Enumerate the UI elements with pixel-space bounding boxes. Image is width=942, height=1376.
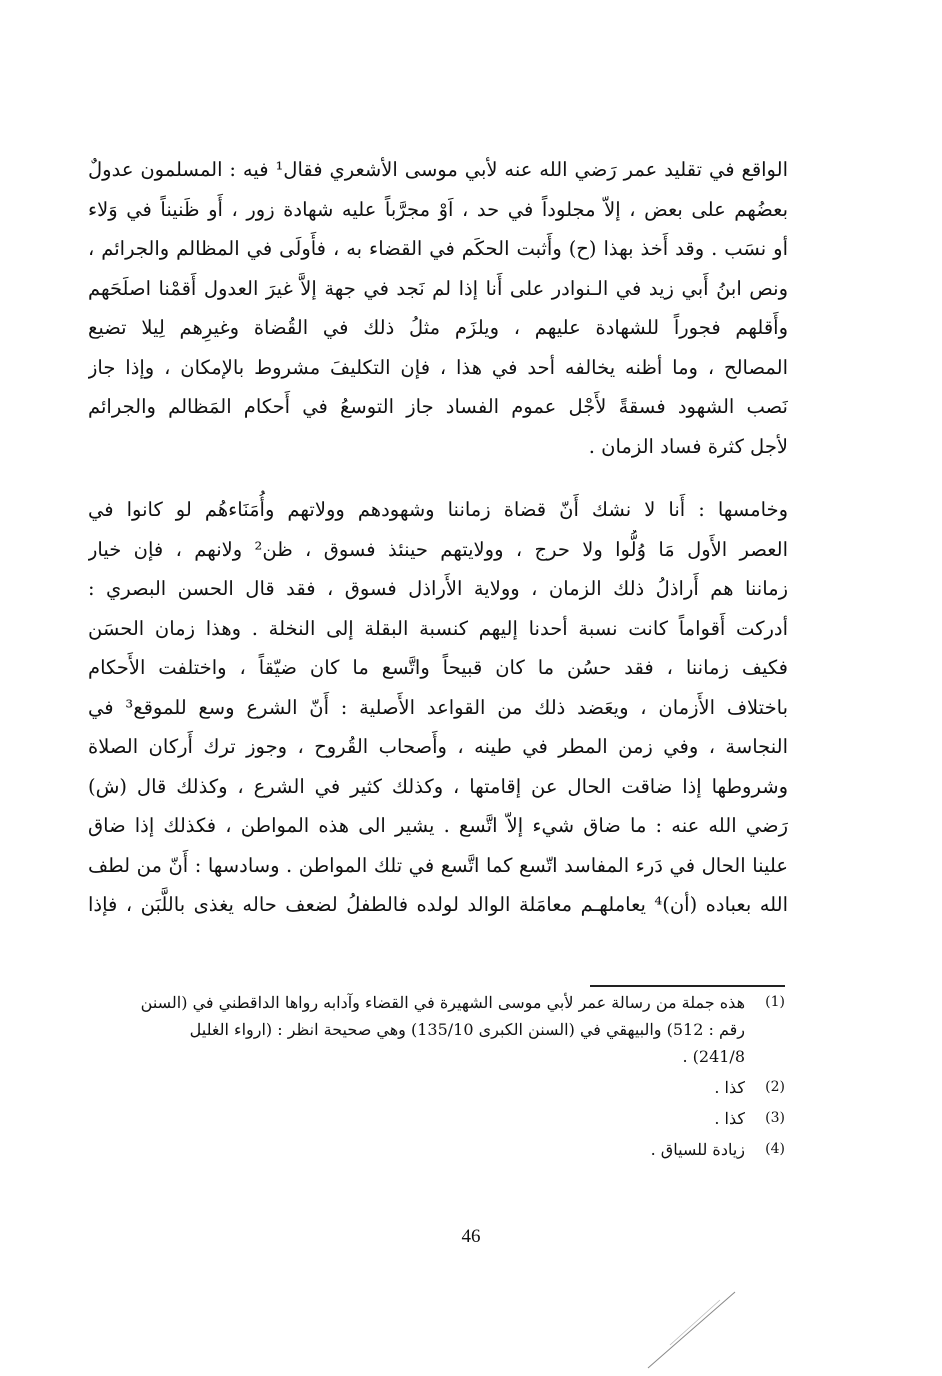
main-text xyxy=(88,150,788,925)
footnote-number: (2) xyxy=(765,1079,785,1095)
footnote-number: (1) xyxy=(765,994,785,1010)
text-line: لأجل كثرة فساد الزمان . xyxy=(588,434,788,458)
footnote-4 xyxy=(100,1136,785,1163)
footnote-line: كذا . xyxy=(714,1078,745,1097)
text-line: المصالح ، وما أظنه يخالفه أحد في هذا ، فإن التكليفَ مشروط بالإمكان ، وإذا جاز xyxy=(88,355,788,379)
page-number: 46 xyxy=(461,1226,481,1247)
text-line: أو نسَب . وقد أَخذ بهذا (ح) وأَثبت الحكَم في القضاء به ، فأَولَى في المظالم والجرائم ، xyxy=(88,237,788,260)
text-line: وشروطها إذا ضاقت الحال عن إقامتها ، وكذلك كثير في الشرع ، وكذلك قال (ش) xyxy=(88,774,788,798)
paragraph-gap xyxy=(88,466,788,490)
text-line: نَصب الشهود فسقةً لأَجْل عموم الفساد جاز التوسعُ في أَحكام المَظالم والجرائم xyxy=(88,395,788,418)
footnote-line: هذه جملة من رسالة عمر لأبي موسى الشهيرة في القضاء وآدابه رواها الداقطني في (السنن xyxy=(140,993,745,1012)
text-line: فكيف زماننا ، فقد حسُن ما كان قبيحاً واتَّسع ما كان ضيّقاً ، واختلفت الأَحكام xyxy=(88,656,788,679)
text-line: العصر الأَول مَا وُلُّوا ولا حرج ، وولايتهم حينئذ فسوق ، ظن² ولانهم ، فإن خيار xyxy=(88,537,788,561)
text-line: رَضي الله عنه : ما ضاق شيء إلاّ اتَّسع . يشير الى هذه المواطن ، فكذلك إذا ضاق xyxy=(88,814,788,837)
footnote-line: 241/8) . xyxy=(682,1047,745,1066)
footnote-line: رقم : 512) والبيهقي في (السنن الكبرى 135/10) وهي صحيحة انظر : (ارواء الغليل xyxy=(189,1020,745,1039)
scan-artifact-line xyxy=(640,1290,740,1370)
text-line: النجاسة ، وفي زمن المطر في طينه ، وأَصحاب القُروح ، وجوز ترك أَركان الصلاة xyxy=(88,735,788,758)
text-line: باختلاف الأَزمان ، ويعَضد ذلك من القواعد الأَصلية : أَنّ الشرع وسع للموقع³ في xyxy=(88,695,788,719)
footnote-1 xyxy=(100,989,785,1070)
text-line: زماننا هم أَراذلُ ذلك الزمان ، وولاية الأَراذل فسوق ، فقد قال الحسن البصري : xyxy=(88,577,788,600)
text-line: أدركت أَقواماً كانت نسبة أحدنا إليهم كنسبة البقلة إلى النخلة . وهذا زمان الحسَن xyxy=(88,616,788,640)
footnote-number: (3) xyxy=(765,1110,785,1126)
footnote-3 xyxy=(100,1105,785,1132)
text-line: ونص ابنُ أَبي زيد في الـنوادر على أَنا إذا لم نَجد في جهة إلاَّ غيرَ العدول أَقمْنا اصلَحَهم xyxy=(88,276,788,300)
footnote-number: (4) xyxy=(765,1141,785,1157)
text-line: الواقع في تقليد عمر رَضي الله عنه لأبي موسى الأشعري فقال¹ فيه : المسلمون عدولٌ xyxy=(88,158,788,181)
text-line: وأَقلهم فجوراً للشهادة عليهم ، ويلزَم مثلُ ذلك في القُضاة وغيرِهم لِيلا تضيع xyxy=(88,316,788,339)
footnote-line: زيادة للسياق . xyxy=(650,1140,745,1159)
footnote-2 xyxy=(100,1074,785,1101)
text-line: وخامسها : أَنا لا نشك أَنّ قضاة زماننا وشهودهم وولاتهم وأُمَنَاءهُم لو كانوا في xyxy=(88,498,788,521)
footnote-line: كذا . xyxy=(714,1109,745,1128)
text-line: بعضُهم على بعض ، إلاّ مجلوداً في حد ، اَوْ مجرَّباً عليه شهادة زور ، أَو ظَنيناً في وَلاء xyxy=(88,197,788,221)
text-line: علينا الحال في دَرء المفاسد اتّسع كما اتَّسع في تلك المواطن . وسادسها : أَنّ من لطف xyxy=(88,853,788,877)
text-line: الله بعباده (أن)⁴ يعاملهـم معامَلة الوالد لولده فالطفلُ لضعف حاله يغذى باللَّبَن ، فإذا xyxy=(88,893,788,916)
